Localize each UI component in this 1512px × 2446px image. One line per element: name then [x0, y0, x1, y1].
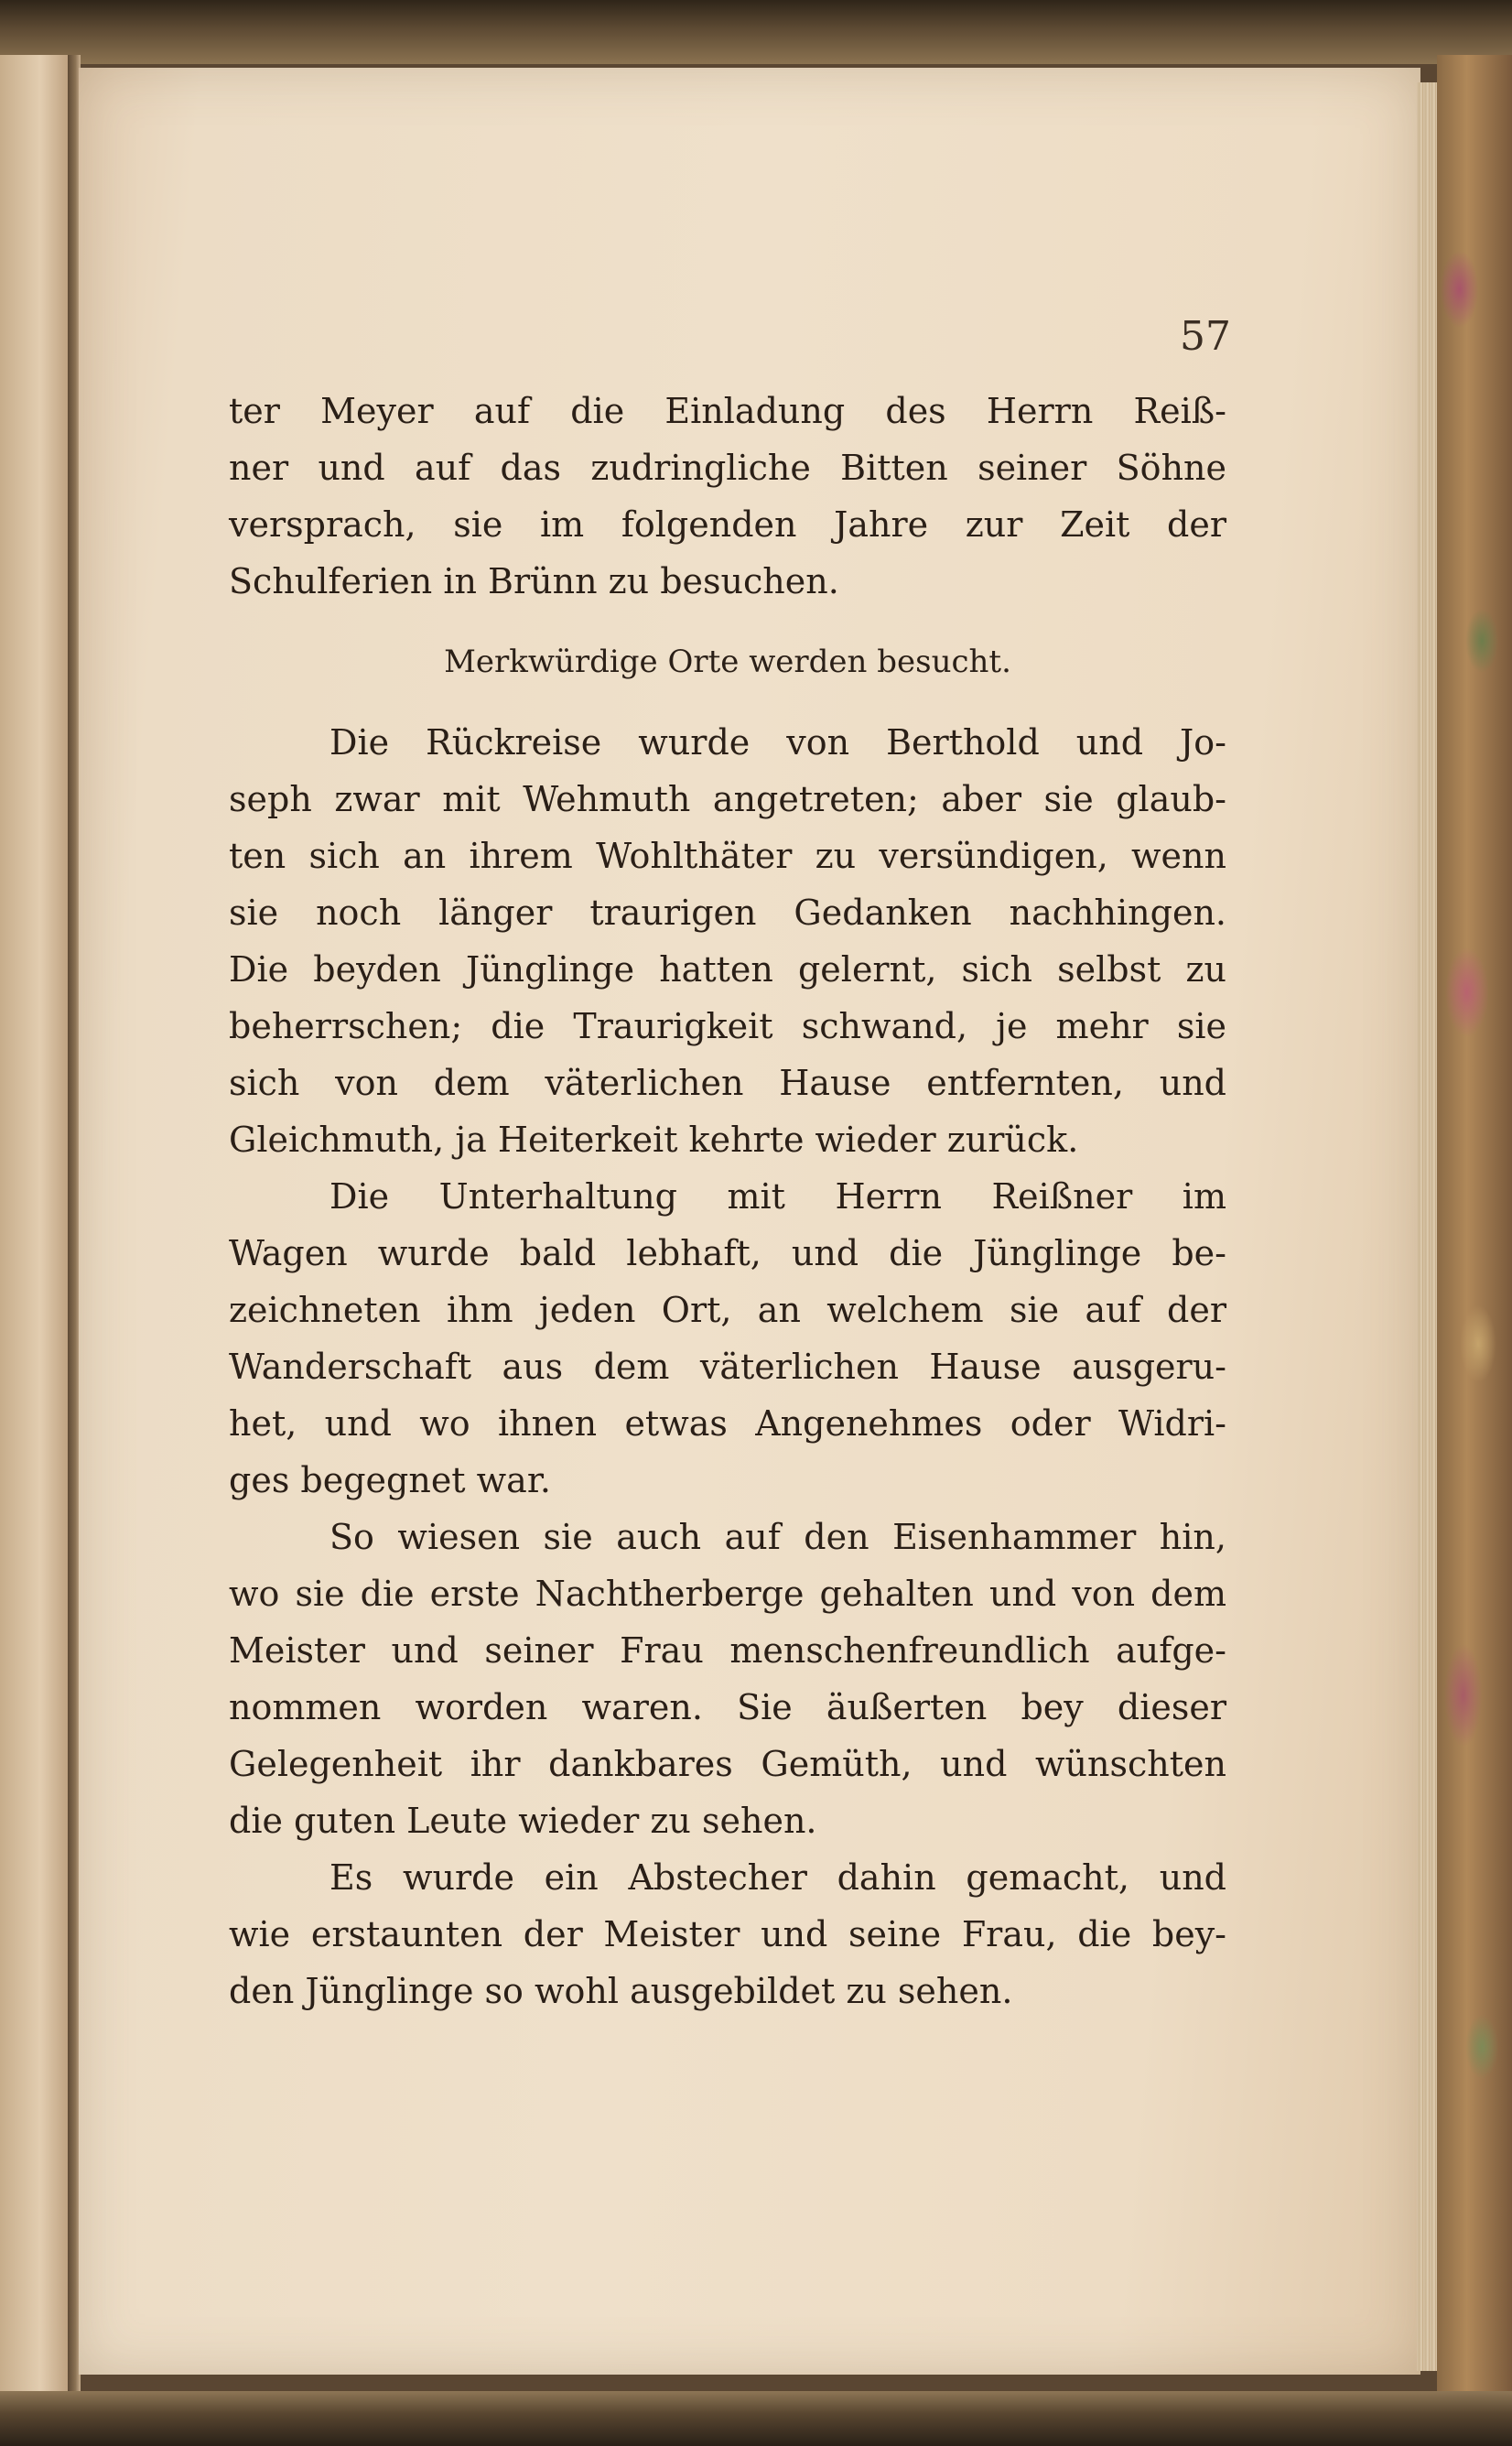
- book-bottom-edge: [0, 2391, 1512, 2446]
- text-line: Wagen wurde bald lebhaft, und die Jünglinge be-: [229, 1233, 1226, 1273]
- text-line: Gelegenheit ihr dankbares Gemüth, und wünschten: [229, 1744, 1226, 1784]
- text-line: die guten Leute wieder zu sehen.: [229, 1801, 817, 1841]
- text-line: Gleichmuth, ja Heiterkeit kehrte wieder zurück.: [229, 1120, 1079, 1160]
- text-line: Schulferien in Brünn zu besuchen.: [229, 561, 839, 601]
- text-line: beherrschen; die Traurigkeit schwand, je mehr sie: [229, 1006, 1226, 1046]
- page-text: [229, 302, 1226, 2019]
- page-number: 57: [1180, 313, 1231, 360]
- text-line: seph zwar mit Wehmuth angetreten; aber sie glaub-: [229, 779, 1226, 819]
- text-line: Die beyden Jünglinge hatten gelernt, sich selbst zu: [229, 949, 1226, 990]
- text-line: ten sich an ihrem Wohlthäter zu versündigen, wenn: [229, 836, 1226, 876]
- text-line: nommen worden waren. Sie äußerten bey dieser: [229, 1687, 1226, 1727]
- text-line: sie noch länger traurigen Gedanken nachhingen.: [229, 893, 1226, 933]
- text-line: Es wurde ein Abstecher dahin gemacht, und: [329, 1857, 1226, 1898]
- text-line: wo sie die erste Nachtherberge gehalten und von dem: [229, 1574, 1226, 1614]
- text-line: Wanderschaft aus dem väterlichen Hause ausgeru-: [229, 1347, 1226, 1387]
- text-line: wie erstaunten der Meister und seine Frau, die bey-: [229, 1914, 1226, 1954]
- marbled-cover-edge: [1437, 55, 1512, 2398]
- text-line: So wiesen sie auch auf den Eisenhammer hin,: [329, 1517, 1226, 1557]
- text-line: ges begegnet war.: [229, 1460, 551, 1500]
- text-line: ter Meyer auf die Einladung des Herrn Reiß-: [229, 391, 1226, 431]
- page-stack-edge: [1417, 82, 1437, 2371]
- text-line: ner und auf das zudringliche Bitten seiner Söhne: [229, 448, 1226, 488]
- text-line: den Jünglinge so wohl ausgebildet zu sehen.: [229, 1971, 1013, 2011]
- text-line: versprach, sie im folgenden Jahre zur Zeit der: [229, 504, 1226, 545]
- text-line: Die Rückreise wurde von Berthold und Jo-: [329, 722, 1226, 763]
- text-line: Die Unterhaltung mit Herrn Reißner im: [329, 1176, 1226, 1217]
- text-line: Meister und seiner Frau menschenfreundlich aufge-: [229, 1630, 1226, 1671]
- left-page-edge: [0, 55, 73, 2398]
- section-heading: Merkwürdige Orte werden besucht.: [444, 644, 1011, 680]
- text-line: het, und wo ihnen etwas Angenehmes oder Widri-: [229, 1403, 1226, 1444]
- book-top-edge: [0, 0, 1512, 64]
- text-line: sich von dem väterlichen Hause entfernten, und: [229, 1063, 1226, 1103]
- text-line: zeichneten ihm jeden Ort, an welchem sie auf der: [229, 1290, 1226, 1330]
